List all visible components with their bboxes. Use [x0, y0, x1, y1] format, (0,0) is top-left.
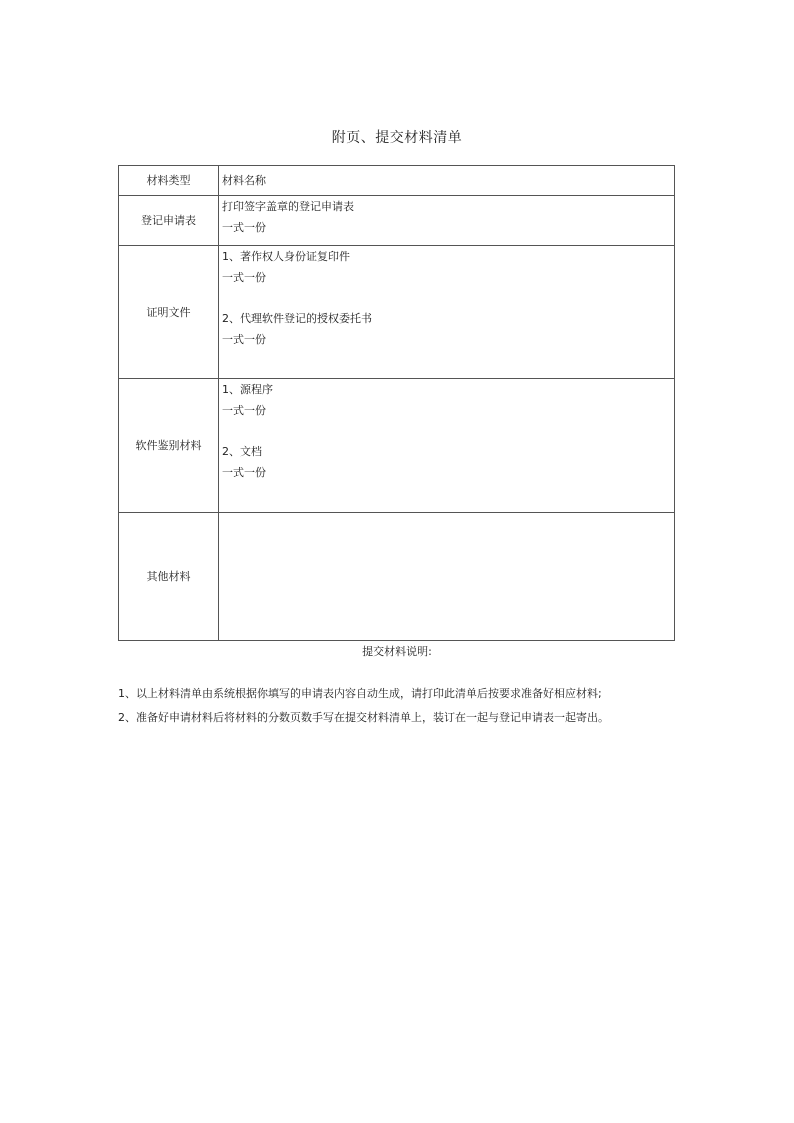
notes-title: 提交材料说明:	[362, 645, 432, 658]
material-item: 2、代理软件登记的授权委托书	[222, 312, 372, 325]
note-item: 2、准备好申请材料后将材料的分数页数手写在提交材料清单上，装订在一起与登记申请表一起寄出。	[118, 711, 609, 724]
materials-table	[118, 165, 675, 641]
material-copies: 一式一份	[222, 271, 266, 284]
table-header-row	[119, 166, 675, 196]
material-item: 打印签字盖章的登记申请表	[222, 200, 354, 213]
table-row	[119, 379, 675, 513]
material-copies: 一式一份	[222, 466, 266, 479]
material-type-cell: 证明文件	[119, 246, 219, 379]
material-name-cell	[219, 246, 675, 379]
material-name-cell	[219, 379, 675, 513]
table-row	[119, 196, 675, 246]
material-item: 1、著作权人身份证复印件	[222, 250, 350, 263]
notes-list	[118, 683, 618, 731]
material-name-cell	[219, 513, 675, 641]
table-row	[119, 246, 675, 379]
material-item: 2、文档	[222, 445, 262, 458]
material-name-cell	[219, 196, 675, 246]
material-item: 1、源程序	[222, 383, 273, 396]
material-type-cell: 登记申请表	[119, 196, 219, 246]
material-type-cell: 软件鉴别材料	[119, 379, 219, 513]
material-copies: 一式一份	[222, 221, 266, 234]
header-material-type: 材料类型	[119, 166, 219, 196]
material-copies: 一式一份	[222, 404, 266, 417]
header-material-name: 材料名称	[219, 166, 675, 196]
material-type-cell: 其他材料	[119, 513, 219, 641]
page-title: 附页、提交材料清单	[331, 130, 463, 146]
material-copies: 一式一份	[222, 333, 266, 346]
note-item: 1、以上材料清单由系统根据你填写的申请表内容自动生成，请打印此清单后按要求准备好相应材料;	[118, 687, 602, 700]
table-row	[119, 513, 675, 641]
